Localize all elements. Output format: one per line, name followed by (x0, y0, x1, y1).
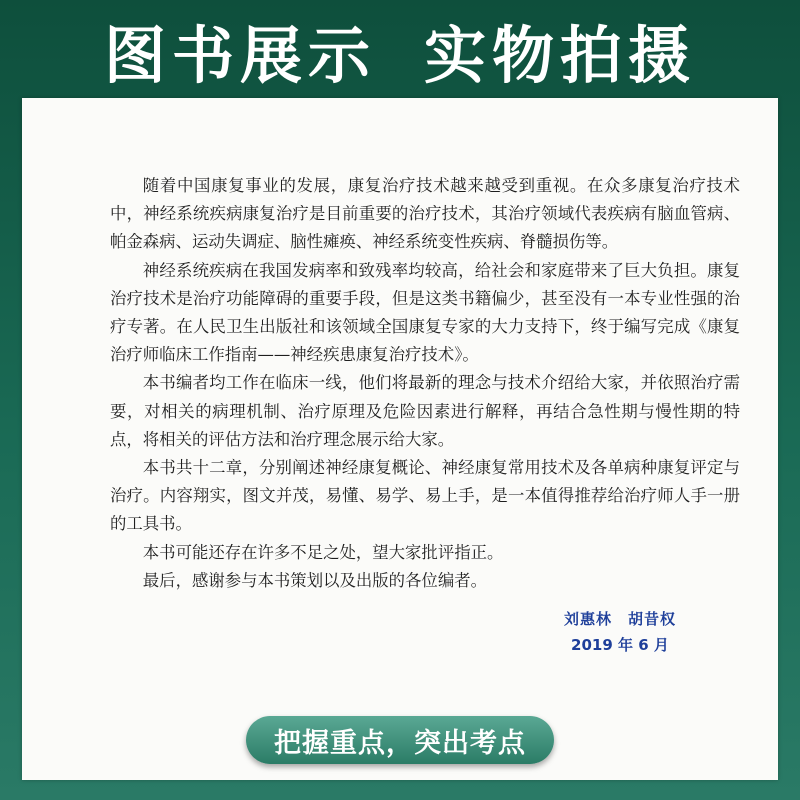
signature-date: 2019 年 6 月 (571, 636, 669, 654)
paragraph: 本书可能还存在许多不足之处，望大家批评指正。 (142, 542, 504, 562)
paragraph: 本书共十二章，分别阐述神经康复概论、神经康复常用技术及各单病种康复评定与治疗。内容翔实，图文并茂，易懂、易学、易上手，是一本值得推荐给治疗师人手一册的工具书。 (110, 458, 740, 534)
author-names (564, 606, 676, 632)
signature-block (564, 606, 676, 658)
header-title-left: 图书展示 (103, 18, 376, 92)
paragraph: 本书编者均工作在临床一线，他们将最新的理念与技术介绍给大家，并依照治疗需要，对相关的病理机制、治疗原理及危险因素进行解释，再结合急性期与慢性期的特点，将相关的评估方法和治疗理念展示给大家。 (110, 373, 740, 449)
author-name: 胡昔权 (627, 610, 676, 628)
paragraph: 最后，感谢参与本书策划以及出版的各位编者。 (142, 570, 487, 590)
header-banner (0, 0, 800, 100)
highlight-pill: 把握重点，突出考点 (246, 716, 554, 764)
book-page (22, 98, 778, 780)
paragraph: 随着中国康复事业的发展，康复治疗技术越来越受到重视。在众多康复治疗技术中，神经系统疾病康复治疗是目前重要的治疗技术，其治疗领域代表疾病有脑血管病、帕金森病、运动失调症、脑性瘫痪、神经系统变性疾病、脊髓损伤等。 (110, 176, 740, 252)
preface-text (110, 172, 740, 595)
header-title-right: 实物拍摄 (424, 18, 697, 92)
paragraph: 神经系统疾病在我国发病率和致残率均较高，给社会和家庭带来了巨大负担。康复治疗技术是治疗功能障碍的重要手段，但是这类书籍偏少，甚至没有一本专业性强的治疗专著。在人民卫生出版社和该领域全国康复专家的大力支持下，终于编写完成《康复治疗师临床工作指南——神经疾患康复治疗技术》。 (110, 260, 740, 365)
author-name: 刘惠林 (563, 610, 612, 628)
